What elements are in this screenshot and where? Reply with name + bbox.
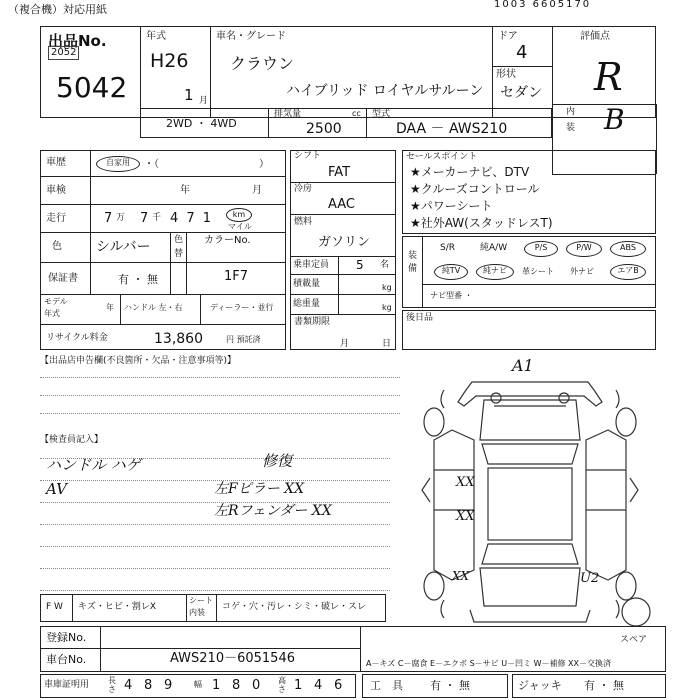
history-rest: ・（ ）	[144, 159, 269, 170]
cert-width-3: 0	[252, 678, 261, 693]
spare-label: スペア	[620, 635, 648, 645]
ac-label: 冷房	[294, 184, 313, 194]
shift-label: シフト	[294, 151, 322, 161]
recycle-unit: 円 預託済	[226, 335, 261, 344]
equip-airbag: エアB	[610, 264, 646, 280]
interior-score: B	[604, 103, 625, 136]
fw-text: キズ・ヒビ・割レX	[78, 602, 156, 612]
mileage-man-unit: 万	[116, 213, 126, 223]
doors-label: ドア	[498, 31, 518, 42]
inspector-title: 【検査員記入】	[40, 435, 104, 445]
sales-points-label: セールスポイント	[406, 152, 478, 162]
jack-options: 有 ・ 無	[584, 679, 624, 692]
aftermarket-box	[402, 310, 656, 350]
sales-point-4: ★社外AW(スタッドレスT)	[410, 216, 553, 230]
cert-height-3: 6	[334, 678, 343, 693]
cert-label: 車庫証明用	[44, 680, 90, 690]
jack-label: ジャッキ	[518, 679, 562, 692]
seat-label-2: 内装	[189, 608, 205, 617]
year-month-unit: 月	[199, 96, 209, 106]
year-month: 1	[184, 86, 194, 104]
registration-period-month: 月	[340, 339, 350, 349]
sales-point-1: ★メーカーナビ、DTV	[410, 165, 530, 179]
inspector-note-2: AV	[46, 480, 67, 498]
load-unit: kg	[382, 283, 392, 292]
capacity-value: 5	[356, 258, 364, 272]
displacement-value: 2500	[306, 121, 342, 137]
seat-label-1: シート	[189, 596, 213, 605]
warranty-label: 保証書	[48, 273, 78, 284]
equip-ext-navi: 外ナビ	[570, 267, 594, 276]
mileage-sen-unit: 千	[152, 213, 162, 223]
model-value: DAA － AWS210	[396, 121, 508, 137]
equip-navi: 純ナビ	[476, 264, 514, 280]
ac-value: AAC	[328, 197, 355, 212]
lot-number: 5042	[56, 71, 128, 104]
diagram-mark-left-2: XX	[456, 509, 475, 524]
sales-point-3: ★パワーシート	[410, 199, 493, 213]
displacement-unit: cc	[352, 109, 361, 118]
tools-options: 有 ・ 無	[430, 679, 470, 692]
evaluation-score: R	[594, 55, 623, 99]
sales-point-2: ★クルーズコントロール	[410, 182, 540, 196]
left-spec-table	[40, 150, 286, 350]
weight-label: 総重量	[293, 299, 321, 309]
recycle-value: 13,860	[154, 331, 203, 347]
body-type-label: 形状	[496, 69, 516, 80]
model-year-dealer: ディーラー・並行	[210, 303, 274, 312]
chassis-label: 車台No.	[46, 653, 87, 666]
tools-label: 工 具	[370, 679, 403, 692]
diagram-mark-top: A1	[512, 356, 534, 375]
car-damage-diagram	[404, 356, 674, 660]
inspection-label: 車検	[46, 185, 66, 196]
warranty-options: 有 ・ 無	[118, 273, 158, 286]
cert-height-2: 4	[314, 678, 323, 693]
registration-period-label: 書類期限	[294, 317, 331, 327]
fw-label: F W	[46, 602, 63, 612]
weight-unit: kg	[382, 303, 392, 312]
mileage-label: 走行	[46, 213, 66, 224]
color-value: シルバー	[96, 239, 151, 255]
equip-leather: 革シート	[522, 267, 554, 276]
cert-height-label: 高さ	[278, 676, 286, 694]
history-label: 車歴	[46, 157, 66, 168]
mileage-rest: 4 7 1	[170, 211, 214, 226]
seat-text: コゲ・穴・汚レ・シミ・破レ・スレ	[222, 602, 367, 612]
color-label: 色	[52, 241, 62, 252]
color-code-label: カラーNo.	[204, 235, 251, 246]
drive-type: 2WD ・ 4WD	[166, 117, 237, 130]
cert-width-label: 幅	[194, 680, 202, 689]
cert-length-3: 9	[164, 678, 173, 693]
inspection-month-unit: 月	[252, 185, 262, 196]
cert-width-2: 8	[232, 678, 241, 693]
diagram-mark-bottom-left: XX	[452, 569, 470, 583]
form-note: （複合機）対応用紙	[8, 3, 107, 16]
equipment-label: 装備	[408, 251, 418, 274]
inspector-note-5: 左Rフェンダー XX	[214, 503, 332, 519]
top-number: 1003 6605170	[494, 0, 592, 10]
lot-label: 出品No.	[48, 32, 107, 50]
mileage-unit-mile: マイル	[228, 222, 252, 231]
color-change-label-1: 色	[174, 235, 184, 245]
inspection-year-unit: 年	[180, 185, 190, 196]
equip-aw: 純A/W	[480, 243, 508, 253]
cert-height-1: 1	[294, 678, 303, 693]
doors-value: 4	[516, 42, 528, 63]
model-label: 型式	[372, 109, 391, 119]
equip-pw: P/W	[566, 241, 602, 257]
year-label: 年式	[146, 31, 166, 42]
load-label: 積載量	[293, 279, 321, 289]
history-private: 自家用	[96, 156, 140, 172]
cert-width-1: 1	[212, 678, 221, 693]
mileage-man: 7	[104, 211, 113, 226]
model-year-handle: ハンドル 左・右	[124, 303, 183, 312]
model-year-label-1: モデル	[44, 297, 68, 306]
interior-label-1: 内	[566, 107, 576, 117]
cert-length-2: 8	[144, 678, 153, 693]
model-year-unit: 年	[106, 303, 114, 312]
fuel-value: ガソリン	[318, 235, 371, 250]
diagram-mark-left-1: XX	[456, 475, 475, 490]
chassis-value: AWS210－6051546	[170, 651, 295, 666]
diagram-mark-bottom-right: U2	[580, 571, 600, 586]
cert-length-1: 4	[124, 678, 133, 693]
evaluation-label: 評価点	[580, 31, 610, 42]
equip-ps: P/S	[524, 241, 558, 257]
equip-navi-model: ナビ型番 ・	[430, 291, 473, 300]
interior-label-2: 装	[566, 123, 576, 133]
notes-title: 【出品店申告欄(不良箇所・欠品・注意事項等)】	[40, 356, 237, 366]
inspector-note-4: 左Fピラー XX	[214, 481, 305, 497]
registration-period-day: 日	[382, 339, 392, 349]
inspector-note-1: ハンドル ハゲ	[46, 456, 141, 474]
fuel-label: 燃料	[294, 217, 313, 227]
capacity-label: 乗車定員	[293, 260, 330, 270]
color-code: 1F7	[224, 269, 249, 284]
capacity-unit: 名	[380, 260, 390, 270]
mileage-unit-km: km	[226, 208, 252, 222]
reg-no-label: 登録No.	[46, 631, 87, 644]
car-name: クラウン	[230, 54, 295, 73]
aftermarket-label: 後日品	[406, 313, 434, 323]
displacement-label: 排気量	[274, 109, 302, 119]
year-value: H26	[150, 50, 189, 72]
car-label: 車名・グレード	[216, 31, 286, 42]
equip-sr: S/R	[440, 243, 455, 253]
equip-tv: 純TV	[434, 264, 468, 280]
body-type-value: セダン	[500, 85, 543, 101]
equip-abs: ABS	[610, 241, 646, 257]
shift-value: FAT	[328, 165, 351, 180]
model-year-label-2: 年式	[44, 309, 60, 318]
damage-legend: A－キズ C－腐食 E－エクボ S－サビ U－凹ミ W－補修 XX－交換済	[366, 659, 612, 668]
lot-stamp: 2052	[48, 46, 79, 60]
recycle-label: リサイクル料金	[46, 333, 108, 343]
cert-length-label: 長さ	[108, 676, 116, 694]
mileage-sen: 7	[140, 211, 149, 226]
inspector-note-3: 修復	[262, 452, 293, 470]
car-grade: ハイブリッド ロイヤルサルーン	[286, 83, 484, 99]
color-change-label-2: 替	[174, 249, 184, 259]
